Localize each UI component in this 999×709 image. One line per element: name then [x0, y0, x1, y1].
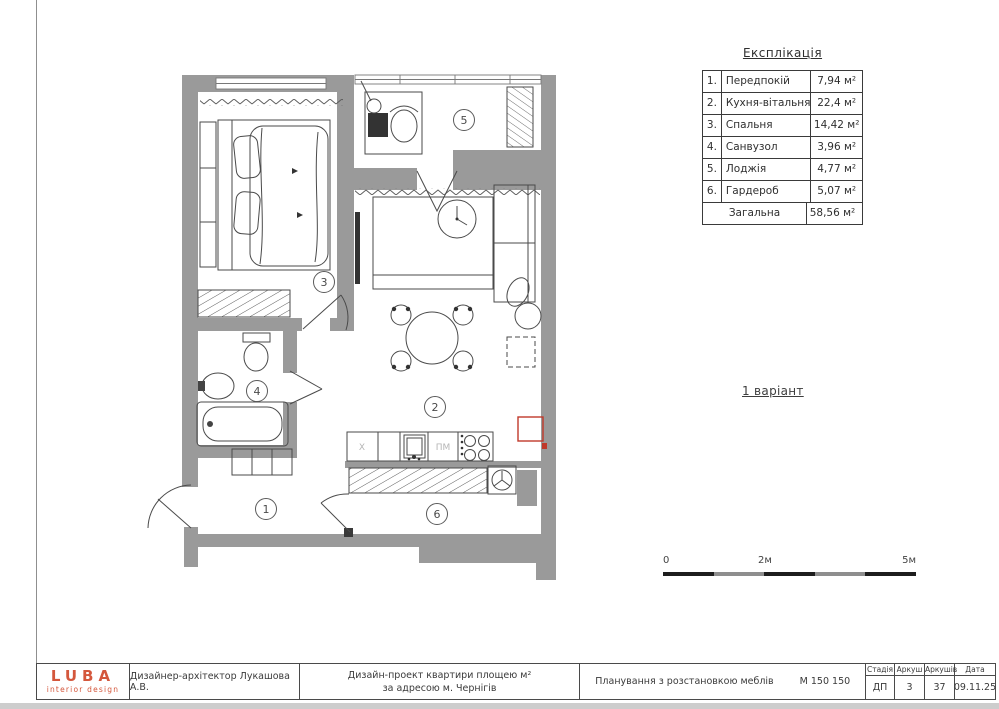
project-line2: за адресою м. Чернігів: [382, 682, 497, 694]
explication-title: Експлікація: [742, 46, 823, 60]
logo-text: LUBA: [50, 667, 116, 685]
drawing-title-cell: [580, 664, 866, 699]
bedroom-furniture: [198, 120, 330, 317]
stage-value: ДП: [872, 682, 888, 693]
sheet-bottom-edge: [0, 703, 999, 709]
sheets-value: 37: [933, 682, 946, 693]
room-5-number: 5: [460, 114, 468, 127]
explication: [702, 46, 863, 225]
drawing-title: Планування з розстановкою меблів: [595, 676, 774, 687]
scale-label-mid: 2м: [758, 555, 772, 566]
date-label: Дата: [955, 664, 995, 676]
designer-cell: Дизайнер-архітектор Лукашова А.В.: [130, 664, 300, 699]
sheet-frame-line: [36, 0, 37, 663]
variant-label: 1 варіант: [742, 384, 804, 398]
fridge-label: Х: [358, 443, 366, 453]
sheet-column: [895, 664, 925, 699]
scale-bar: [663, 555, 916, 576]
stage-label: Стадія: [867, 665, 894, 674]
logo-subtitle: interior design: [46, 685, 120, 694]
date-value: 09.11.25: [953, 682, 997, 693]
livingroom-furniture: [355, 185, 547, 449]
room-4-number: 4: [253, 385, 261, 398]
table-row: 6. Гардероб 5,07 м²: [703, 180, 862, 202]
curtain-bedroom: [200, 99, 343, 106]
logo: [37, 664, 130, 699]
table-row: 3. Спальня 14,42 м²: [703, 114, 862, 136]
room-6-number: 6: [433, 508, 441, 521]
project-cell: [300, 664, 581, 699]
table-row: 5. Лоджія 4,77 м²: [703, 158, 862, 180]
project-line1: Дизайн-проект квартири площею м²: [347, 669, 532, 681]
dishwasher-label: ПМ: [435, 443, 451, 453]
floor-plan: [140, 60, 580, 610]
scale-label-start: 0: [663, 555, 670, 566]
sheet-value: 3: [906, 682, 913, 693]
sheets-column: [925, 664, 958, 699]
room-3-number: 3: [320, 276, 328, 289]
wardrobe-furniture: [349, 466, 537, 506]
drawing-scale: М 150 150: [799, 676, 851, 687]
highlighted-appliance: [518, 417, 543, 441]
room-2-number: 2: [431, 401, 439, 414]
table-row: 1. Передпокій 7,94 м²: [703, 71, 862, 92]
stage-column: [866, 664, 895, 699]
title-block: [36, 663, 996, 700]
explication-table: [702, 70, 863, 225]
scale-bar-segments: [663, 572, 916, 576]
sheet-label: Аркуш: [896, 665, 923, 674]
date-column: [955, 664, 995, 699]
table-total-row: Загальна 58,56 м²: [703, 202, 862, 224]
walls: [182, 75, 556, 580]
bathroom-fixtures: [197, 333, 288, 446]
loggia-furniture: [361, 81, 533, 154]
room-1-number: 1: [262, 503, 270, 516]
kitchen-cabinets: [347, 432, 493, 461]
scale-label-end: 5м: [902, 555, 916, 566]
table-row: 4. Санвузол 3,96 м²: [703, 136, 862, 158]
sheets-label: Аркушів: [925, 665, 958, 674]
table-row: 2. Кухня-вітальня 22,4 м²: [703, 92, 862, 114]
